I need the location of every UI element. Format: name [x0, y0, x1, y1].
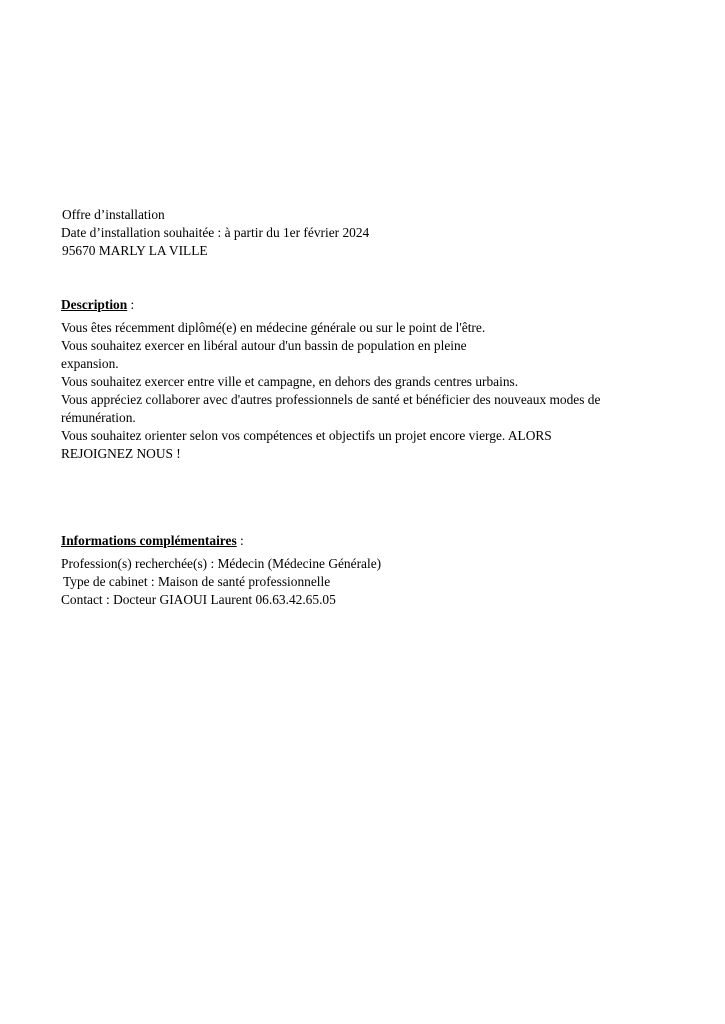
cabinet-type-line: Type de cabinet : Maison de santé professionnelle: [63, 574, 331, 589]
informations-heading-colon: :: [236, 533, 244, 548]
profession-line: Profession(s) recherchée(s) : Médecin (Médecine Générale): [61, 556, 382, 571]
installation-date: Date d’installation souhaitée : à partir du 1er février 2024: [61, 225, 370, 240]
description-line: Vous appréciez collaborer avec d'autres professionnels de santé et bénéficier des nouveaux modes de: [61, 392, 601, 407]
description-line: rémunération.: [61, 410, 136, 425]
offer-title: Offre d’installation: [62, 207, 165, 222]
description-line: expansion.: [61, 356, 119, 371]
offer-location: 95670 MARLY LA VILLE: [62, 243, 208, 258]
description-heading: [61, 296, 134, 314]
contact-line: Contact : Docteur GIAOUI Laurent 06.63.42.65.05: [61, 592, 336, 607]
description-line: Vous souhaitez exercer en libéral autour d'un bassin de population en pleine: [61, 338, 467, 353]
description-line: Vous souhaitez orienter selon vos compétences et objectifs un projet encore vierge. ALORS: [61, 428, 552, 443]
description-heading-colon: :: [127, 297, 135, 312]
description-line: REJOIGNEZ NOUS !: [61, 446, 181, 461]
informations-heading: [61, 532, 244, 550]
offer-header: [61, 206, 369, 260]
description-line: Vous êtes récemment diplômé(e) en médecine générale ou sur le point de l'être.: [61, 320, 486, 335]
description-heading-text: Description: [61, 297, 128, 312]
description-line: Vous souhaitez exercer entre ville et campagne, en dehors des grands centres urbains.: [61, 374, 519, 389]
informations-heading-text: Informations complémentaires: [61, 533, 237, 548]
informations-body: [61, 555, 381, 609]
description-body: [61, 319, 600, 463]
